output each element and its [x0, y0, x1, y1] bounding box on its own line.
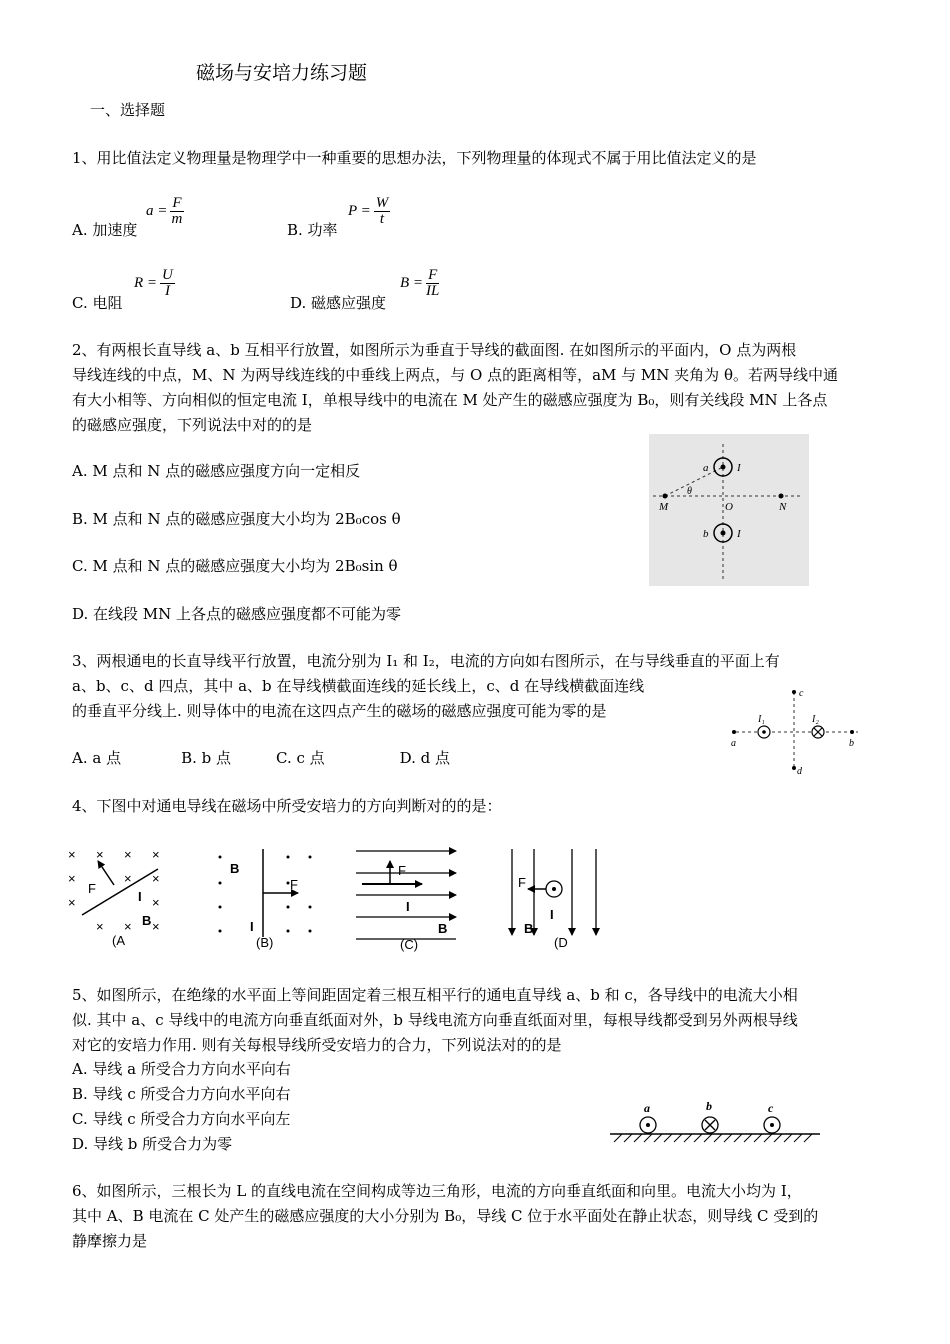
q3-stem-line2: a、b、c、d 四点，其中 a、b 在导线横截面连线的延长线上，c、d 在导线横截面连线 — [72, 677, 645, 695]
q5-ground-hatch — [614, 1134, 812, 1142]
q2-label-b: b — [703, 528, 709, 540]
q2-option-d: D. 在线段 MN 上各点的磁感应强度都不可能为零 — [72, 605, 402, 623]
q3-stem-line1: 3、两根通电的长直导线平行放置，电流分别为 I₁ 和 I₂，电流的方向如右图所示，在与导线垂直的平面上有 — [72, 652, 780, 670]
q4-D-label-F: F — [518, 875, 526, 890]
q4-A-force-arrow — [98, 861, 114, 885]
q4-C-caption: (C) — [400, 937, 419, 952]
q2-option-b: B. M 点和 N 点的磁感应强度大小均为 2B₀cos θ — [72, 510, 401, 528]
q4-A-label-I: I — [138, 889, 142, 904]
q4-figure-A — [68, 847, 160, 948]
svg-text:×: × — [68, 895, 76, 910]
q5-wire-a-dot — [646, 1123, 650, 1127]
section-heading: 一、选择题 — [90, 101, 166, 119]
q2-label-N: N — [779, 501, 787, 513]
svg-text:×: × — [152, 895, 160, 910]
q3-point-c — [792, 690, 796, 694]
q1-option-b: B. 功率 — [287, 221, 338, 239]
q3-stem-line3: 的垂直平分线上. 则导体中的电流在这四点产生的磁场的磁感应强度可能为零的是 — [72, 702, 607, 720]
svg-text:×: × — [124, 919, 132, 934]
q5-stem-line2: 似. 其中 a、c 导线中的电流方向垂直纸面对外，b 导线电流方向垂直纸面对里，每根导线都受到另外两根导线 — [72, 1011, 798, 1029]
q1-option-a: A. 加速度 — [72, 221, 138, 239]
q4-D-wire-dot — [552, 887, 556, 891]
q2-label-M: M — [659, 501, 669, 513]
q3-label-I1: I₁ — [758, 714, 765, 725]
q3-label-I2: I₂ — [812, 714, 819, 725]
q3-options: A. a 点 B. b 点 C. c 点 D. d 点 — [72, 749, 451, 767]
q2-option-c: C. M 点和 N 点的磁感应强度大小均为 2B₀sin θ — [72, 557, 398, 575]
svg-text:×: × — [124, 871, 132, 886]
q5-option-b: B. 导线 c 所受合力方向水平向右 — [72, 1085, 291, 1103]
q5-wire-c-dot — [770, 1123, 774, 1127]
page-title: 磁场与安培力练习题 — [196, 62, 368, 84]
q4-A-label-F: F — [88, 881, 96, 896]
q1-formula-a: a = $\frac{F}{m}$ — [146, 195, 183, 227]
svg-text:×: × — [96, 847, 104, 862]
q5-label-c: c — [768, 1101, 774, 1115]
svg-text:×: × — [68, 871, 76, 886]
q2-stem-line2: 导线连线的中点，M、N 为两导线连线的中垂线上两点，与 O 点的距离相等，aM 与 MN 夹角为 θ。若两导线中通 — [72, 366, 838, 384]
q4-figure-D — [512, 849, 596, 950]
q4-A-label-B: B — [142, 913, 152, 928]
q3-label-c: c — [799, 688, 804, 699]
q5-option-c: C. 导线 c 所受合力方向水平向左 — [72, 1110, 291, 1128]
q2-wire-a-dot — [721, 465, 726, 470]
q3-label-d: d — [797, 766, 802, 777]
q3-point-b — [850, 730, 854, 734]
q3-label-b: b — [849, 738, 854, 749]
q4-C-label-I: I — [406, 899, 410, 914]
q2-stem-line1: 2、有两根长直导线 a、b 互相平行放置，如图所示为垂直于导线的截面图. 在如图所示的平面内，O 点为两根 — [72, 341, 797, 359]
q2-figure — [649, 434, 809, 586]
q4-A-caption: (A — [112, 933, 125, 948]
q4-B-label-I: I — [250, 919, 254, 934]
q3-point-a — [732, 730, 736, 734]
q2-stem-line4: 的磁感应强度，下列说法中对的的是 — [72, 416, 313, 434]
q2-stem-line3: 有大小相等、方向相似的恒定电流 I，单根导线中的电流在 M 处产生的磁感应强度为 B₀，则有关线段 MN 上各点 — [72, 391, 828, 409]
svg-text:×: × — [152, 919, 160, 934]
q2-option-a: A. M 点和 N 点的磁感应强度方向一定相反 — [72, 462, 361, 480]
q4-B-caption: (B) — [256, 935, 274, 950]
q3-wire-I1-dot — [762, 730, 766, 734]
q2-label-I-top: I — [737, 462, 741, 474]
q3-point-d — [792, 766, 796, 770]
q1-stem: 1、用比值法定义物理量是物理学中一种重要的思想办法，下列物理量的体现式不属于用比值法定义的是 — [72, 149, 757, 167]
q1-formula-b: P = $\frac{W}{t}$ — [348, 195, 389, 227]
q4-C-label-B: B — [438, 921, 448, 936]
q2-wire-b-dot — [721, 531, 726, 536]
q4-figures — [62, 843, 622, 953]
svg-text:×: × — [124, 847, 132, 862]
q4-stem: 4、下图中对通电导线在磁场中所受安培力的方向判断对的的是： — [72, 797, 502, 815]
q4-figure-C — [356, 851, 456, 952]
q2-label-I-bot: I — [737, 528, 741, 540]
svg-text:×: × — [152, 847, 160, 862]
q4-D-label-B: B — [524, 921, 534, 936]
svg-text:×: × — [96, 919, 104, 934]
q4-C-label-F: F — [398, 863, 406, 878]
svg-text:×: × — [68, 847, 76, 862]
q1-option-d: D. 磁感应强度 — [290, 294, 387, 312]
q2-label-theta: θ — [687, 486, 692, 497]
svg-text:×: × — [152, 871, 160, 886]
q6-stem-line3: 静摩擦力是 — [72, 1232, 148, 1250]
q2-point-M — [663, 494, 668, 499]
q5-stem-line3: 对它的安培力作用. 则有关每根导线所受安培力的合力，下列说法对的的是 — [72, 1036, 562, 1054]
q5-figure — [608, 1098, 822, 1146]
q4-B-label-F: F — [290, 877, 298, 892]
q5-label-b: b — [706, 1099, 712, 1113]
q1-option-c: C. 电阻 — [72, 294, 123, 312]
q5-option-d: D. 导线 b 所受合力为零 — [72, 1135, 233, 1153]
q3-figure — [722, 682, 866, 778]
q5-label-a: a — [644, 1101, 650, 1115]
q1-formula-d: B = $\frac{F}{IL}$ — [400, 267, 440, 299]
q6-stem-line1: 6、如图所示，三根长为 L 的直线电流在空间构成等边三角形，电流的方向垂直纸面和向里。电流大小均为 I， — [72, 1182, 802, 1200]
q5-option-a: A. 导线 a 所受合力方向水平向右 — [72, 1060, 291, 1078]
q2-label-a: a — [703, 462, 709, 474]
q2-label-O: O — [725, 501, 733, 513]
q2-point-N — [779, 494, 784, 499]
q6-stem-line2: 其中 A、B 电流在 C 处产生的磁感应强度的大小分别为 B₀，导线 C 位于水平面处在静止状态，则导线 C 受到的 — [72, 1207, 819, 1225]
q1-formula-c: R = $\frac{U}{I}$ — [134, 267, 173, 299]
q4-figure-B — [219, 849, 312, 950]
q4-D-label-I: I — [550, 907, 554, 922]
q4-D-caption: (D — [554, 935, 568, 950]
q3-label-a: a — [731, 738, 736, 749]
q4-B-label-B: B — [230, 861, 240, 876]
q5-stem-line1: 5、如图所示，在绝缘的水平面上等间距固定着三根互相平行的通电直导线 a、b 和 c，各导线中的电流大小相 — [72, 986, 798, 1004]
